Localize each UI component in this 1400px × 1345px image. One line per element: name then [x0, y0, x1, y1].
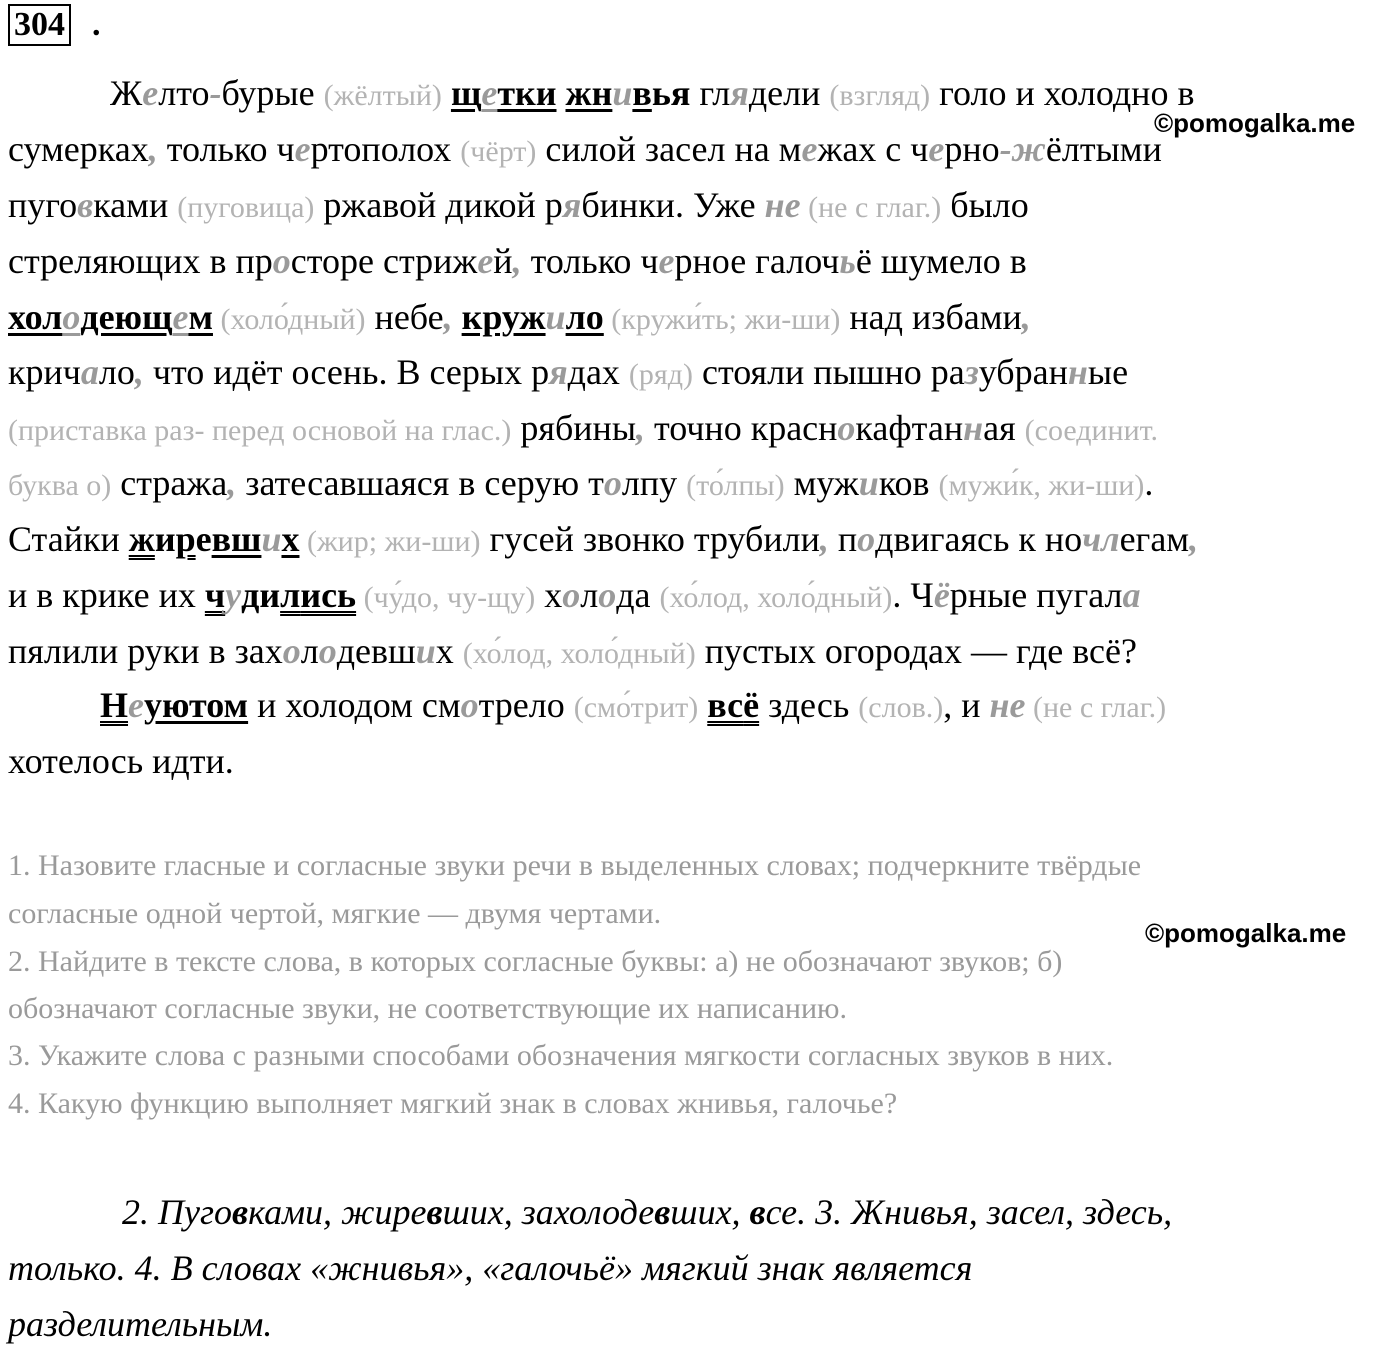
hint: (жир; жи-ши)	[299, 525, 481, 558]
hint: (ряд)	[628, 358, 693, 391]
hint: (взгляд)	[829, 79, 931, 112]
question-line: обозначают согласные звуки, не соответствующие их написанию.	[8, 992, 847, 1025]
text-line-10: и в крике их чудились (чу́до, чу-щу) холода (хо́лод, холо́дный). Чёрные пугала	[8, 575, 1141, 615]
hint: (смо́трит)	[573, 691, 699, 724]
highlighted-word: вс	[707, 685, 744, 725]
highlighted-word: ж	[128, 519, 155, 559]
exercise-number: 304	[8, 4, 71, 46]
question-line: 4. Какую функцию выполняет мягкий знак в словах жнивья, галочье?	[8, 1087, 898, 1120]
text-line-9: Стайки жиревших (жир; жи-ши) гусей звонко трубили, подвигаясь к ночлегам,	[8, 519, 1199, 559]
highlighted-word: Н	[100, 685, 129, 725]
text-line-1: Желто-бурые (жёлтый) щетки жнивья глядели (взгляд) голо и холодно в	[110, 73, 1195, 113]
text-line-11: пялили руки в захолодевших (хо́лод, холо́дный) пустых огородах — где всё?	[8, 631, 1137, 671]
hint: (пуговица)	[177, 191, 315, 224]
text-line-3: пуговками (пуговица) ржавой дикой рябинки. Уже не (не с глаг.) было	[8, 185, 1029, 225]
text-line-12: Неуютом и холодом смотрело (смо́трит) всё здесь (слов.), и не (не с глаг.)	[100, 685, 1167, 725]
hint: буква о)	[8, 469, 112, 502]
text-line-4: стреляющих в просторе стрижей, только черное галочьё шумело в	[8, 241, 1027, 281]
question-line: 1. Назовите гласные и согласные звуки речи в выделенных словах; подчеркните твёрдые	[8, 849, 1142, 882]
hint: (кружи́ть; жи-ши)	[603, 303, 841, 336]
question-line: согласные одной чертой, мягкие — двумя чертами.	[8, 897, 662, 930]
highlighted-word: хол	[8, 297, 63, 337]
hint: (приставка раз- перед основой на глас.)	[8, 414, 512, 447]
hint: (мужи́к, жи-ши)	[938, 469, 1145, 502]
answer-line-1: 2. Пуговками, жиревших, захолодевших, все. 3. Жнивья, засел, здесь,	[122, 1192, 1173, 1232]
highlighted-word: щ	[450, 73, 482, 113]
answer-line-2: только. 4. В словах «жнивья», «галочьё» мягкий знак является	[8, 1248, 973, 1288]
hint: (жёлтый)	[323, 79, 442, 112]
hint: (хо́лод, холо́дный)	[462, 637, 696, 670]
answer-line-3: разделительным.	[8, 1304, 273, 1344]
text-line-7: (приставка раз- перед основой на глас.) рябины, точно краснокафтанная (соединит.	[8, 408, 1159, 448]
watermark: ©pomogalka.me	[1154, 108, 1356, 138]
hint: (чёрт)	[460, 135, 537, 168]
hint: (чу́до, чу-щу)	[356, 581, 536, 614]
highlighted-word: круж	[461, 297, 546, 337]
text-line-13: хотелось идти.	[8, 741, 234, 781]
hint: (не с глаг.)	[800, 191, 942, 224]
hint: (слов.)	[858, 691, 944, 724]
text-line-5: холодеющем (холо́дный) небе, кружило (кружи́ть; жи-ши) над избами,	[8, 297, 1031, 337]
exercise-number-dot: .	[92, 6, 101, 43]
highlighted-word: жн	[565, 73, 613, 113]
hint: (соединит.	[1024, 414, 1159, 447]
question-line: 3. Укажите слова с разными способами обозначения мягкости согласных звуков в них.	[8, 1039, 1114, 1072]
watermark: ©pomogalka.me	[1145, 918, 1347, 948]
text-line-8: буква о) стража, затесавшаяся в серую толпу (то́лпы) мужиков (мужи́к, жи-ши).	[8, 463, 1154, 503]
hint: (то́лпы)	[686, 469, 785, 502]
hint: (не с глаг.)	[1025, 691, 1167, 724]
text-line-6: кричало, что идёт осень. В серых рядах (ряд) стояли пышно разубранные	[8, 352, 1129, 392]
question-line: 2. Найдите в тексте слова, в которых согласные буквы: а) не обозначают звуков; б)	[8, 945, 1063, 978]
hint: (хо́лод, холо́дный)	[659, 581, 893, 614]
highlighted-word: ч	[204, 575, 226, 615]
text-line-2: сумерках, только чертополох (чёрт) силой засел на межах с черно-жёлтыми	[8, 129, 1162, 169]
hint: (холо́дный)	[212, 303, 366, 336]
